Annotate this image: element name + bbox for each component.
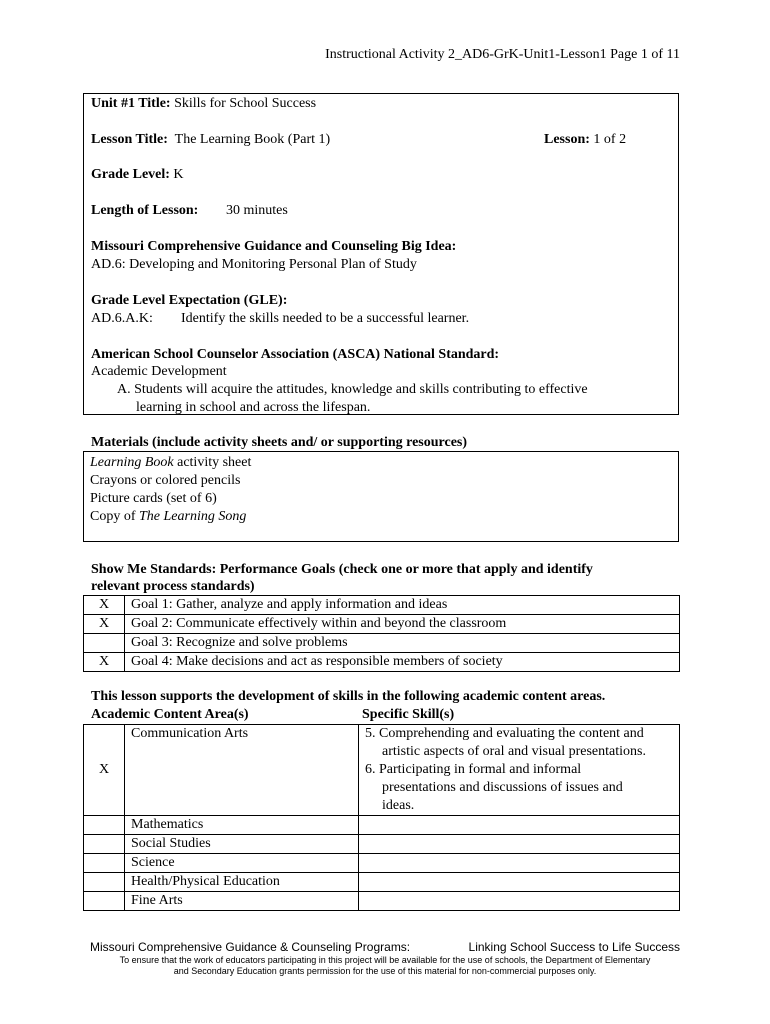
table-row	[84, 596, 680, 615]
lesson-number-label: Lesson:	[544, 132, 590, 147]
unit-title-line	[91, 95, 316, 113]
table-row	[84, 725, 680, 816]
area-name: Social Studies	[125, 835, 359, 854]
goal-check	[84, 634, 125, 653]
goal-check: X	[84, 596, 125, 615]
material-item: Picture cards (set of 6)	[90, 491, 217, 506]
lesson-title-line	[91, 131, 330, 149]
specific-skills	[359, 892, 680, 911]
asca-area: Academic Development	[91, 364, 227, 379]
specific-skills	[359, 854, 680, 873]
lesson-title-label: Lesson Title:	[91, 132, 168, 147]
big-idea-label: Missouri Comprehensive Guidance and Counseling Big Idea:	[91, 239, 457, 254]
page-header: Instructional Activity 2_AD6-GrK-Unit1-Lesson1 Page 1 of 11	[325, 47, 680, 62]
lesson-title-value: The Learning Book (Part 1)	[174, 132, 331, 147]
table-row	[84, 653, 680, 672]
materials-label: Materials (include activity sheets and/ or supporting resources)	[91, 435, 468, 450]
goal-text: Goal 4: Make decisions and act as responsible members of society	[125, 653, 680, 672]
academic-area-header: Academic Content Area(s)	[91, 707, 249, 722]
grade-label: Grade Level:	[91, 167, 170, 182]
area-check	[84, 854, 125, 873]
specific-skill-header: Specific Skill(s)	[362, 707, 455, 722]
materials-box	[83, 451, 679, 542]
unit-value: Skills for School Success	[174, 96, 317, 111]
academic-intro: This lesson supports the development of skills in the following academic content areas.	[91, 689, 606, 704]
lesson-number-line	[544, 131, 626, 149]
asca-standard-a: A. Students will acquire the attitudes, knowledge and skills contributing to effective	[117, 382, 588, 397]
show-me-label: Show Me Standards: Performance Goals (check one or more that apply and identify	[91, 562, 593, 577]
area-check: X	[84, 725, 125, 816]
specific-skills	[359, 816, 680, 835]
footer-note-cont: and Secondary Education grants permission for the use of this material for non-commercial purposes only.	[173, 966, 597, 976]
lesson-number-value: 1 of 2	[593, 132, 627, 147]
specific-skills	[359, 835, 680, 854]
goal-text: Goal 1: Gather, analyze and apply information and ideas	[125, 596, 680, 615]
gle-label: Grade Level Expectation (GLE):	[91, 293, 288, 308]
area-name: Mathematics	[125, 816, 359, 835]
area-check	[84, 835, 125, 854]
table-row	[84, 816, 680, 835]
goal-check: X	[84, 615, 125, 634]
area-check	[84, 892, 125, 911]
length-label: Length of Lesson:	[91, 203, 199, 218]
goal-check: X	[84, 653, 125, 672]
table-row	[84, 835, 680, 854]
big-idea-value: AD.6: Developing and Monitoring Personal Plan of Study	[91, 257, 417, 272]
unit-label: Unit #1 Title:	[91, 96, 171, 111]
table-row	[84, 634, 680, 653]
asca-label: American School Counselor Association (ASCA) National Standard:	[91, 347, 500, 362]
specific-skills	[359, 873, 680, 892]
footer-program: Missouri Comprehensive Guidance & Counseling Programs:	[90, 940, 411, 954]
material-item: Copy of The Learning Song	[90, 509, 247, 524]
goal-text: Goal 3: Recognize and solve problems	[125, 634, 680, 653]
footer-tagline: Linking School Success to Life Success	[468, 940, 680, 954]
area-name: Communication Arts	[125, 725, 359, 816]
area-name: Science	[125, 854, 359, 873]
grade-level-line	[91, 166, 184, 184]
material-item: Crayons or colored pencils	[90, 473, 241, 488]
area-name: Fine Arts	[125, 892, 359, 911]
area-check	[84, 816, 125, 835]
length-value: 30 minutes	[226, 203, 288, 218]
length-line	[91, 202, 198, 220]
table-row	[84, 615, 680, 634]
footer-note: To ensure that the work of educators participating in this project will be available for the use of schools, the Department of Elementary	[119, 955, 651, 965]
goal-text: Goal 2: Communicate effectively within and beyond the classroom	[125, 615, 680, 634]
academic-content-table	[83, 724, 680, 911]
table-row	[84, 892, 680, 911]
area-check	[84, 873, 125, 892]
gle-value: Identify the skills needed to be a successful learner.	[181, 311, 470, 326]
area-name: Health/Physical Education	[125, 873, 359, 892]
material-item: Learning Book activity sheet	[90, 455, 252, 470]
grade-value: K	[173, 167, 184, 182]
asca-standard-a-cont: learning in school and across the lifespan.	[136, 400, 371, 415]
gle-code: AD.6.A.K:	[91, 311, 153, 326]
table-row	[84, 854, 680, 873]
show-me-label-cont: relevant process standards)	[91, 579, 255, 594]
specific-skills: 5. Comprehending and evaluating the content and artistic aspects of oral and visual presentations. 6. Participating in formal and informal presentations and discussions of issues and ideas.	[359, 725, 680, 816]
table-row	[84, 873, 680, 892]
performance-goals-table	[83, 595, 680, 672]
